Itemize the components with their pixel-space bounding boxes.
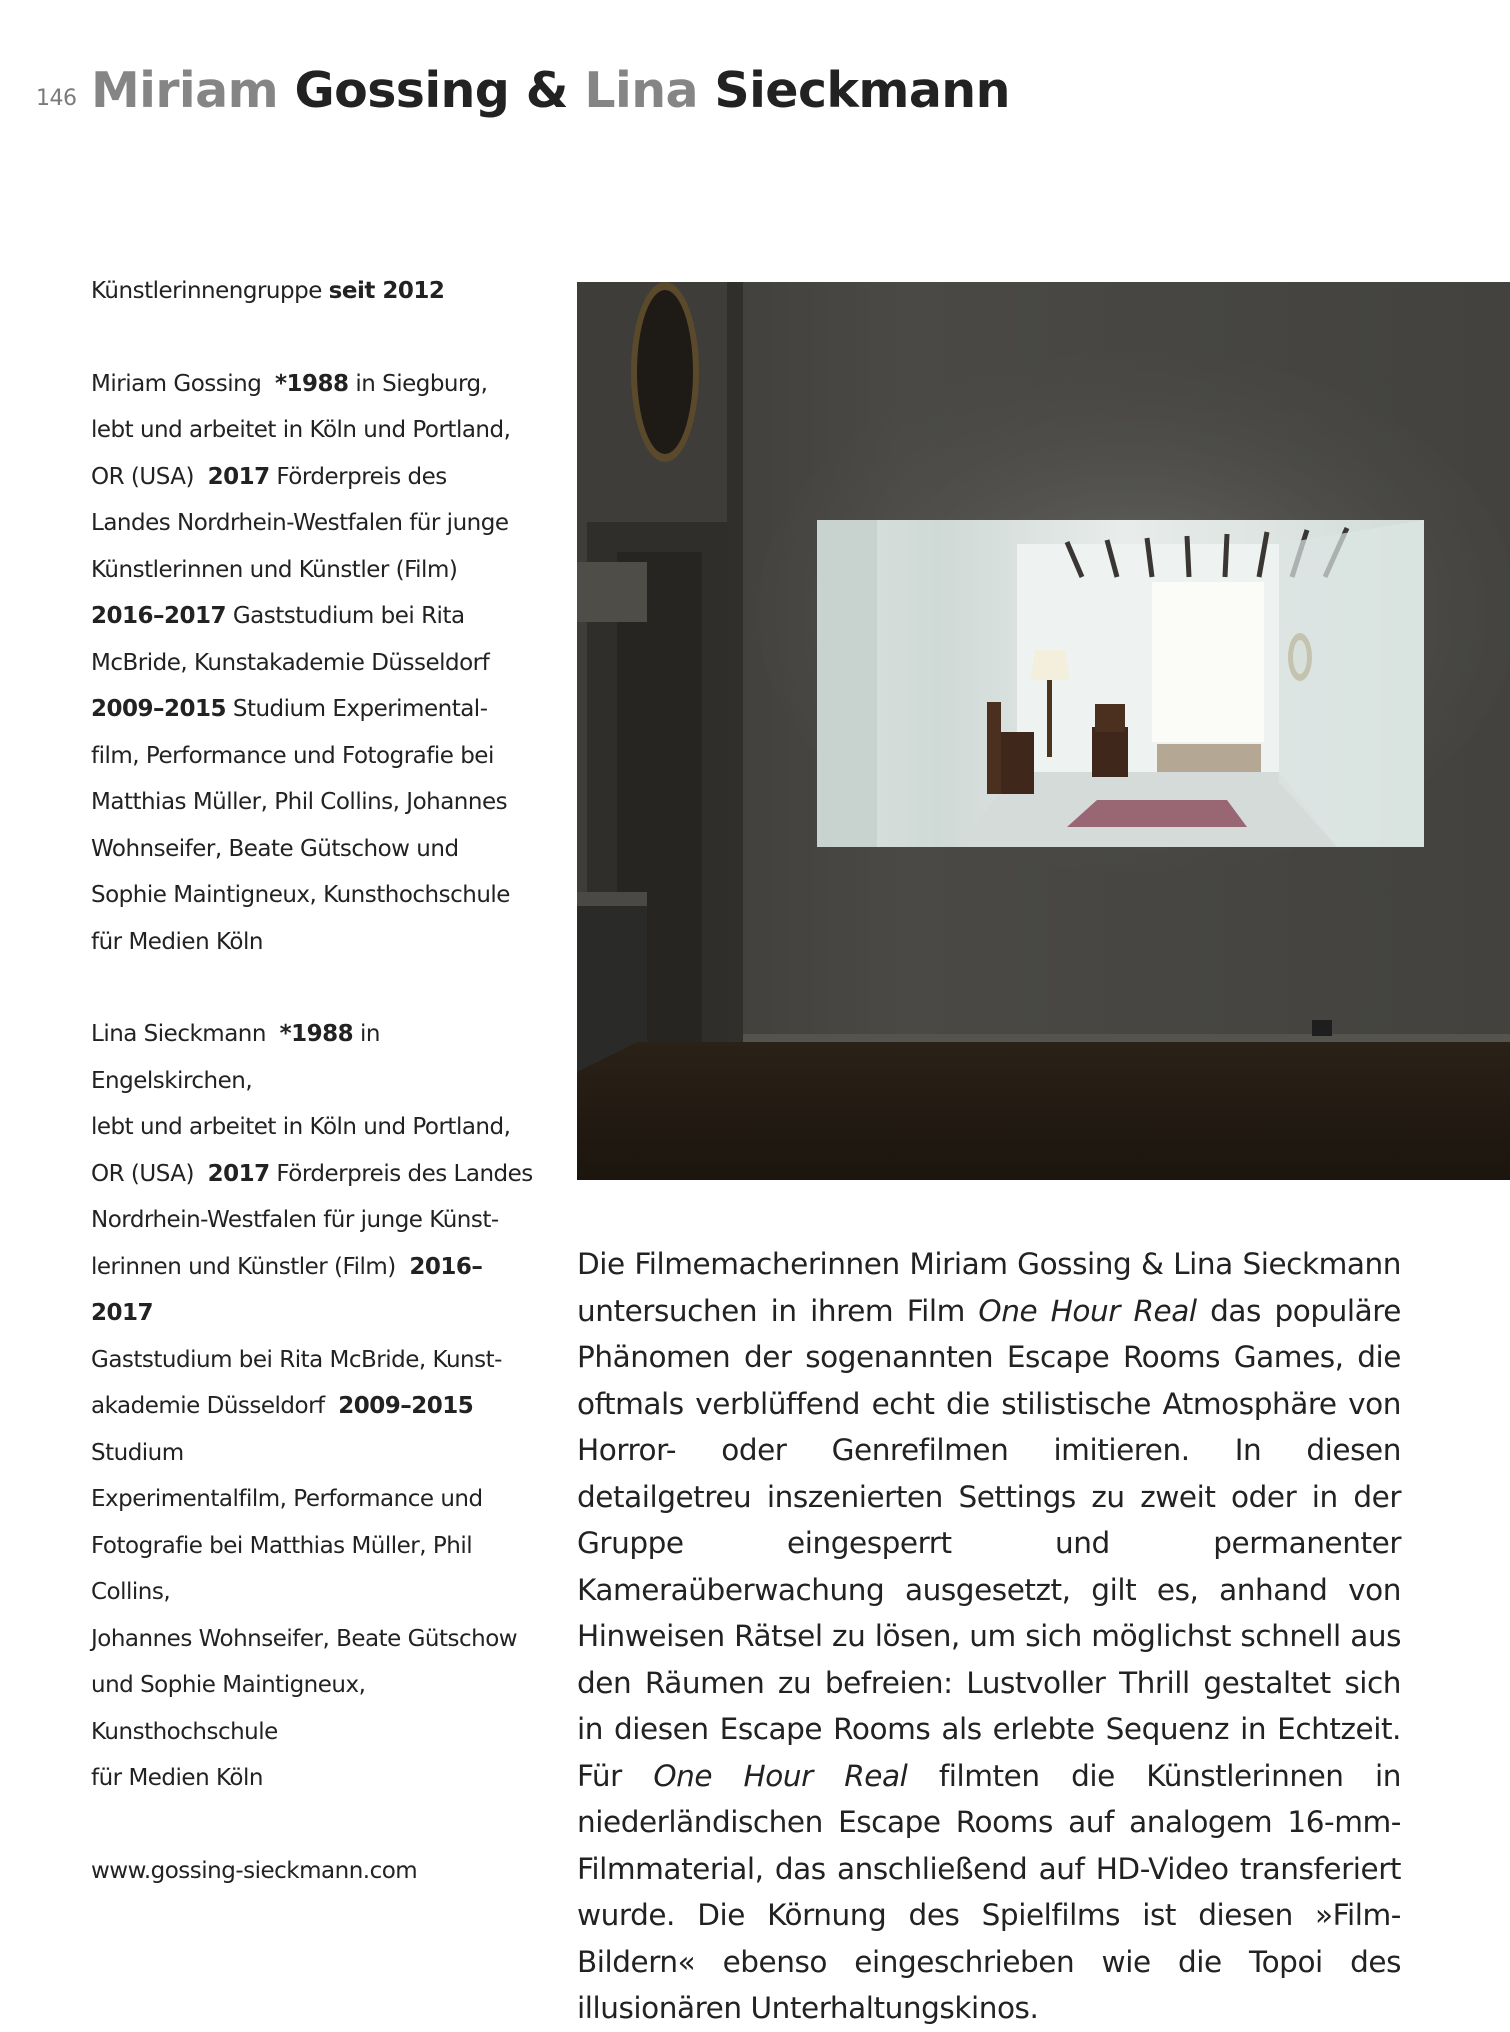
gallery-floor [577,1042,1510,1180]
film-projection [817,520,1424,847]
group-label: Künstlerinnengruppe [91,278,322,304]
page-title [91,62,1010,119]
group-line [91,268,541,315]
body-text: Die Filmemacherinnen Miriam Gossing & Lina Sieckmann untersuchen in ihrem Film One Hour Real das populäre Phänomen der sogenannten Escape Rooms Games, die oftmals verblüffend echt die stilistische Atmosphäre von Horror- oder Genrefilmen imitieren. In diesen detailgetreu inszenierten Settings zu zweit oder in der Gruppe eingesperrt und permanenter Kameraüberwachung ausgesetzt, gilt es, anhand von Hinweisen Rätsel zu lösen, um sich möglichst schnell aus den Räumen zu befreien: Lustvoller Thrill gestaltet sich in diesen Escape Rooms als erlebte Sequenz in Echtzeit. Für One Hour Real filmten die Künstlerinnen in niederländischen Escape Rooms auf analogem 16-mm-Filmmaterial, das anschließend auf HD-Video transferiert wurde. Die Körnung des Spielfilms ist diesen »Film-Bildern« ebenso eingeschrieben wie die Topoi des illusionären Unterhaltungskinos. [577,1247,1402,2025]
title-first-name-1: Miriam [91,62,279,119]
website-link[interactable]: www.gossing-sieckmann.com [91,1857,418,1884]
bio-birth-year: *1988 [279,1021,354,1047]
bio-name: Lina Sieckmann [91,1021,266,1047]
title-first-name-2: Lina [584,62,698,119]
page-number: 146 [36,86,77,111]
film-title: One Hour Real [653,1758,908,1793]
bio-birth-year: *1988 [274,370,349,397]
artist-bio [91,268,541,1894]
bio-lina-sieckmann: Lina Sieckmann *1988 in Engelskirchen, lebt und arbeitet in Köln und Portland, OR (USA) 2017 Förderpreis des Landes Nordrhein-Westfalen für junge Künst- lerinnen und Künstler (Film) 2016–2017 Gaststudium bei Rita McBride, Kunst- akademie Düsseldorf 2009–2015 Studium Experimentalfilm, Performance und Fotografie bei Matthias Müller, Phil Collins, Johannes Wohnseifer, Beate Gütschow und Sophie Maintigneux, Kunsthochschule für Medien Köln [91,1021,533,1791]
title-last-name-2: Sieckmann [714,62,1010,119]
bio-miriam-gossing: Miriam Gossing *1988 in Siegburg, lebt und arbeitet in Köln und Portland, OR (USA) 2017 Förderpreis des Landes Nordrhein-Westfalen für junge Künstlerinnen und Künstler (Film) 2016–2017 Gaststudium bei Rita McBride, Kunstakademie Düsseldorf 2009–2015 Studium Experimental- film, Performance und Fotografie bei Matthias Müller, Phil Collins, Johannes Wohnseifer, Beate Gütschow und Sophie Maintigneux, Kunsthochschule für Medien Köln [91,370,511,955]
installation-photo [577,282,1510,1180]
title-last-name-1: Gossing [294,62,510,119]
film-title: One Hour Real [978,1293,1197,1328]
group-since: seit 2012 [328,278,445,304]
title-ampersand: & [525,62,568,119]
bio-name: Miriam Gossing [91,370,262,397]
